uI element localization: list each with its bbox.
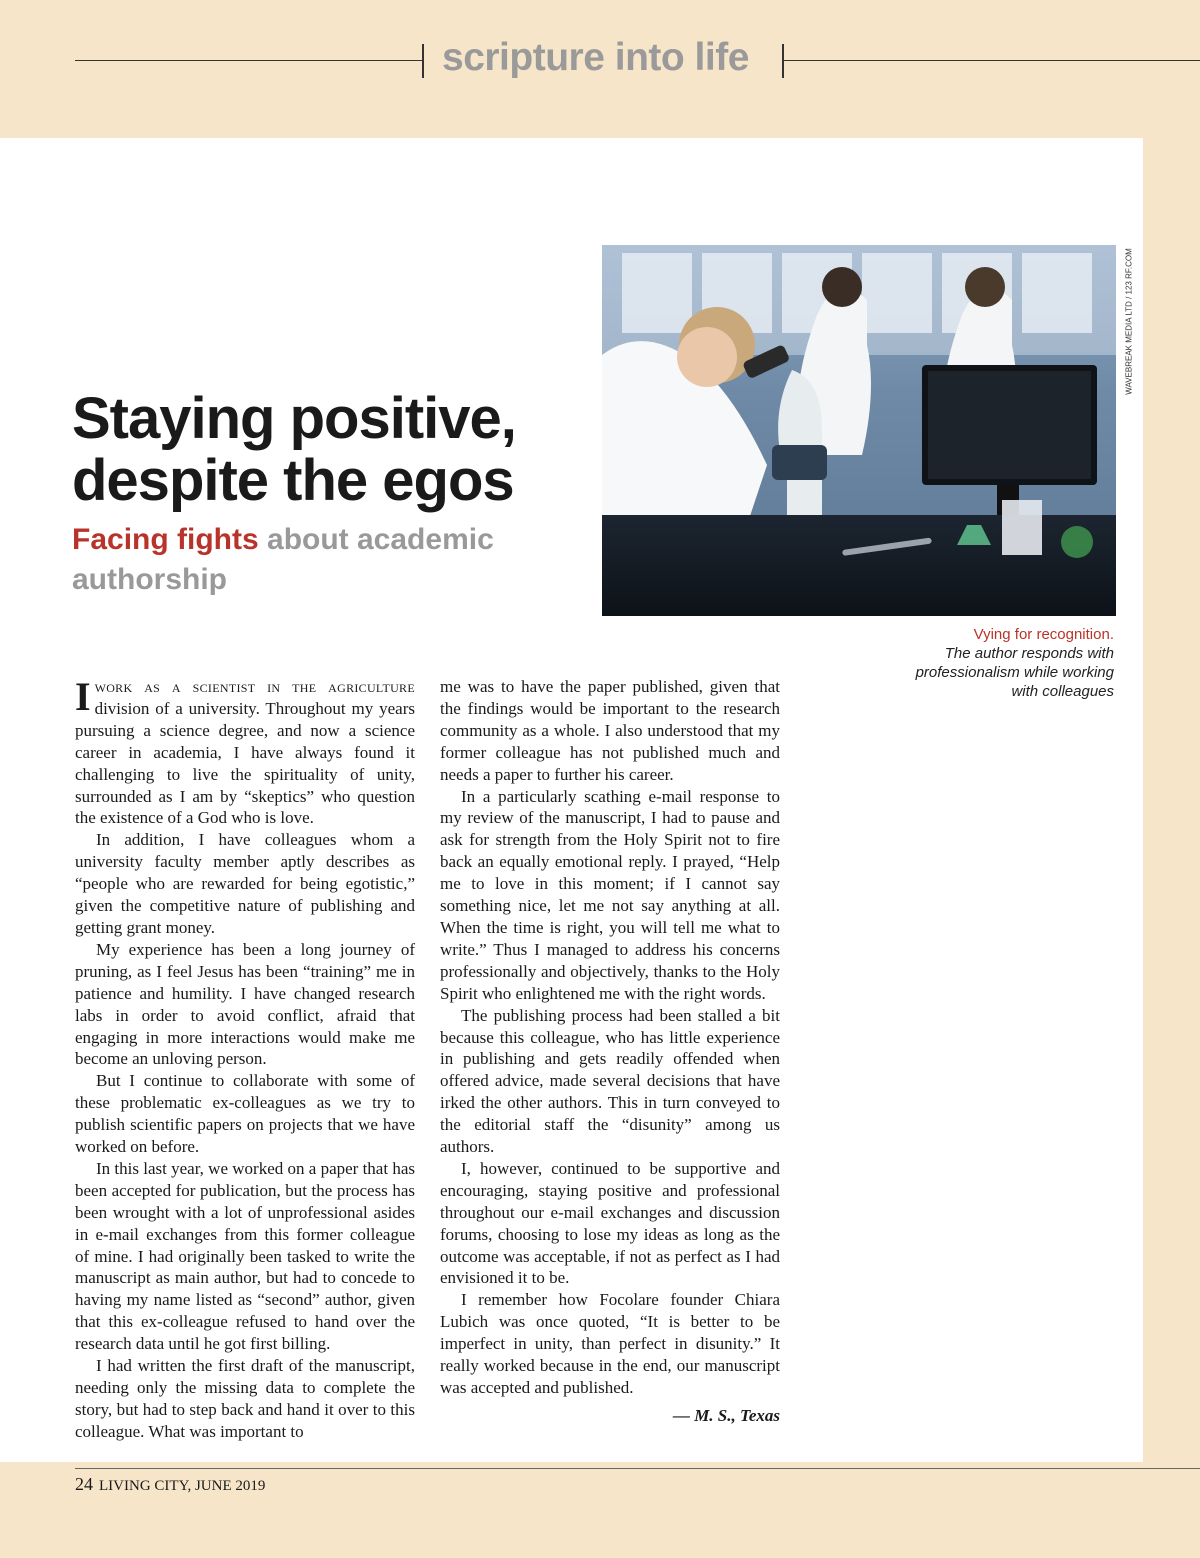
header-tick-left xyxy=(422,44,424,78)
author-signature: — M. S., Texas xyxy=(672,1405,780,1425)
page-footer xyxy=(75,1474,265,1495)
section-header xyxy=(0,0,1200,138)
deck xyxy=(72,520,512,600)
opening-smallcaps: work as a scientist in the agriculture xyxy=(94,677,415,696)
paragraph: I, however, continued to be supportive and encouraging, staying positive and professional throughout our e-mail exchanges and discussion forums, choosing to lose my ideas as long as the outcome was acceptable, if not as perfect as I had envisioned it to be. xyxy=(440,1158,780,1288)
publication-info: LIVING CITY, JUNE 2019 xyxy=(99,1478,266,1494)
article-column-1 xyxy=(75,676,415,1443)
header-rule-left xyxy=(75,60,423,61)
footer-rule xyxy=(75,1468,1200,1469)
paragraph: My experience has been a long journey of pruning, as I feel Jesus has been “training” me in patience and humility. I have changed research labs in order to avoid conflict, afraid that engaging in more interactions would make me become an unloving person. xyxy=(75,939,415,1069)
paragraph: The publishing process had been stalled a bit because this colleague, who has little experience in publishing and gets readily offended when offered advice, made several decisions that have irked the other authors. This in turn conveyed to the editorial staff the “disunity” among us authors. xyxy=(440,1005,780,1157)
page-number: 24 xyxy=(75,1474,93,1494)
headline: Staying positive, despite the egos xyxy=(72,386,516,513)
opening-paragraph xyxy=(75,676,415,829)
header-rule-right xyxy=(783,60,1200,61)
paragraph: But I continue to collaborate with some of these problematic ex-colleagues as we try to publish scientific papers on projects that we have worked on before. xyxy=(75,1071,415,1157)
deck-highlight: Facing fights xyxy=(72,523,259,556)
article-column-2 xyxy=(440,676,780,1427)
paragraph: I remember how Focolare founder Chiara Lubich was once quoted, “It is better to be imperfect in unity, than perfect in disunity.” It really worked because in the end, our manuscript was accepted and published. xyxy=(440,1290,780,1397)
paragraph: In addition, I have colleagues whom a university faculty member aptly describes as “people who are rewarded for being egotistic,” given the competitive nature of publishing and getting grant money. xyxy=(75,830,415,937)
caption-lead: Vying for recognition. xyxy=(973,626,1114,643)
photo-credit: WAVEBREAK MEDIA LTD / 123 RF.COM xyxy=(1124,248,1134,395)
caption-text: The author responds with professionalism while working with colleagues xyxy=(915,645,1114,700)
drop-cap: I xyxy=(75,674,91,719)
lab-photo xyxy=(602,245,1116,616)
deck-rest: about academic authorship xyxy=(72,523,494,596)
header-tick-right xyxy=(782,44,784,78)
paragraph: In this last year, we worked on a paper that has been accepted for publication, but the process has been wrought with a lot of unprofessional asides in e-mail exchanges from this former colleague of mine. I had originally been tasked to write the manuscript as main author, but had to concede to having my name listed as “second” author, given that this ex-colleague refused to hand over the research data until he got first billing. xyxy=(75,1158,415,1354)
paragraph: In a particularly scathing e-mail response to my review of the manuscript, I had to pause and ask for strength from the Holy Spirit not to fire back an equally emotional reply. I prayed, “Help me to love in this moment; if I cannot say something nice, let me not say anything at all. When the time is right, you will tell me what to write.” Thus I managed to address his concerns professionally and objectively, thanks to the Holy Spirit who enlightened me with the right words. xyxy=(440,786,780,1003)
photo-caption xyxy=(910,625,1114,701)
lab-photo-illustration xyxy=(602,245,1116,616)
paragraph-continued: me was to have the paper published, given that the findings would be important to the research community as a whole. I also understood that my former colleague has not published much and needs a paper to further his career. xyxy=(440,677,780,784)
paragraph: division of a university. Throughout my years pursuing a science degree, and now a science career in academia, I have always found it challenging to live the spirituality of unity, surrounded as I am by “skeptics” who question the existence of a God who is love. xyxy=(75,698,415,828)
section-title: scripture into life xyxy=(442,36,749,79)
paragraph: I had written the first draft of the manuscript, needing only the missing data to complete the story, but had to step back and hand it over to this colleague. What was important to xyxy=(75,1356,415,1441)
